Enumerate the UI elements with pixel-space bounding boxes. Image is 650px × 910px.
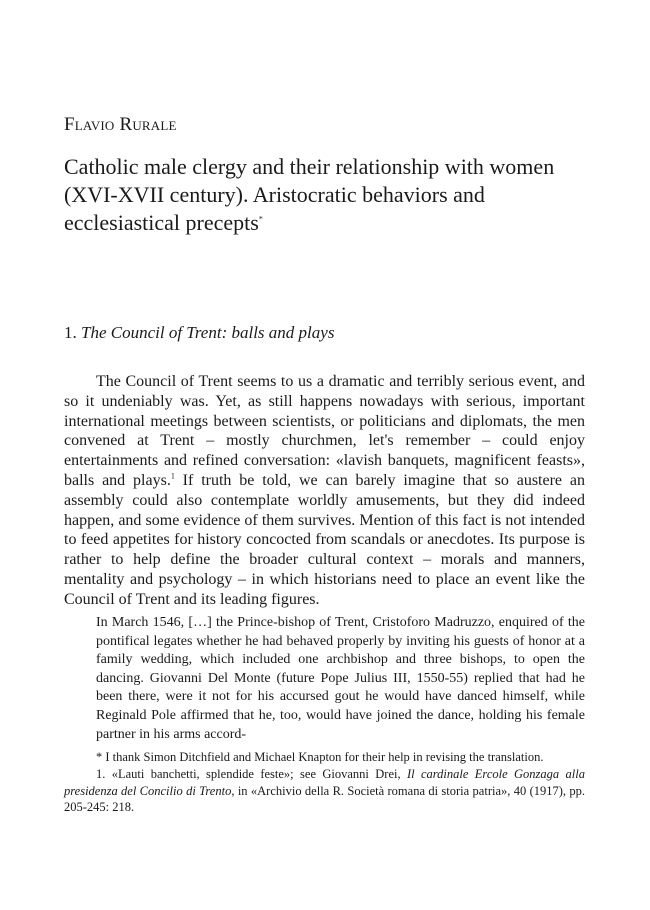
footnotes: [64, 749, 585, 816]
footnote-1-text-b: , in «Archivio della R. Società romana di storia patria», 40 (1917), pp. 205-245: 218.: [64, 783, 585, 815]
section-title: The Council of Trent: balls and plays: [81, 323, 335, 342]
section-number: 1.: [64, 323, 81, 342]
footnote-reference-1: 1: [170, 471, 175, 481]
title-footnote-mark: *: [258, 214, 263, 224]
author-name: Flavio Rurale: [64, 114, 177, 135]
footnote-1-text-a: 1. «Lauti banchetti, splendide feste»; see Giovanni Drei,: [96, 766, 407, 781]
body-text-part-1: The Council of Trent seems to us a dramatic and terribly serious event, and so it undeniably was. Yet, as still happens nowadays with serious, important international meetings between scientists, or politicians and diplomats, the men convened at Trent – mostly churchmen, let's remember – could enjoy entertainments and refined conversation: «lavish banquets, magnificent feasts», balls and plays.: [64, 373, 585, 489]
footnote-star: * I thank Simon Ditchfield and Michael Knapton for their help in revising the translation.: [96, 750, 544, 764]
footnote-1-book-title: Il cardinale Ercole Gonzaga alla presidenza del Concilio di Trento: [64, 766, 585, 798]
body-paragraph: [64, 372, 585, 610]
block-quote: In March 1546, […] the Prince-bishop of Trent, Cristoforo Madruzzo, enquired of the pontifical legates whether he had behaved properly by inviting his guests of honor at a family wedding, which included one archbishop and three bishops, to open the dancing. Giovanni Del Monte (future Pope Julius III, 1550-55) replied that had he been there, were it not for his accursed gout he would have danced himself, while Reginald Pole affirmed that he, too, would have joined the dance, holding his female partner in his arms accord-: [96, 615, 585, 742]
footnote-1: [64, 766, 585, 816]
section-heading: [64, 322, 584, 344]
body-text-part-2: If truth be told, we can barely imagine that so austere an assembly could also contemplate worldly amusements, but they did indeed happen, and some evidence of them survives. Mention of this fact is not intended to feed appetites for history concocted from scandals or anecdotes. Its purpose is rather to help define the broader cultural context – morals and manners, mentality and psychology – in which historians need to place an event like the Council of Trent and its leading figures.: [64, 471, 585, 608]
paper-title-text: Catholic male clergy and their relationship with women (XVI-XVII century). Aristocratic behaviors and ecclesiastical precepts: [64, 154, 555, 235]
paper-title: [64, 153, 584, 237]
